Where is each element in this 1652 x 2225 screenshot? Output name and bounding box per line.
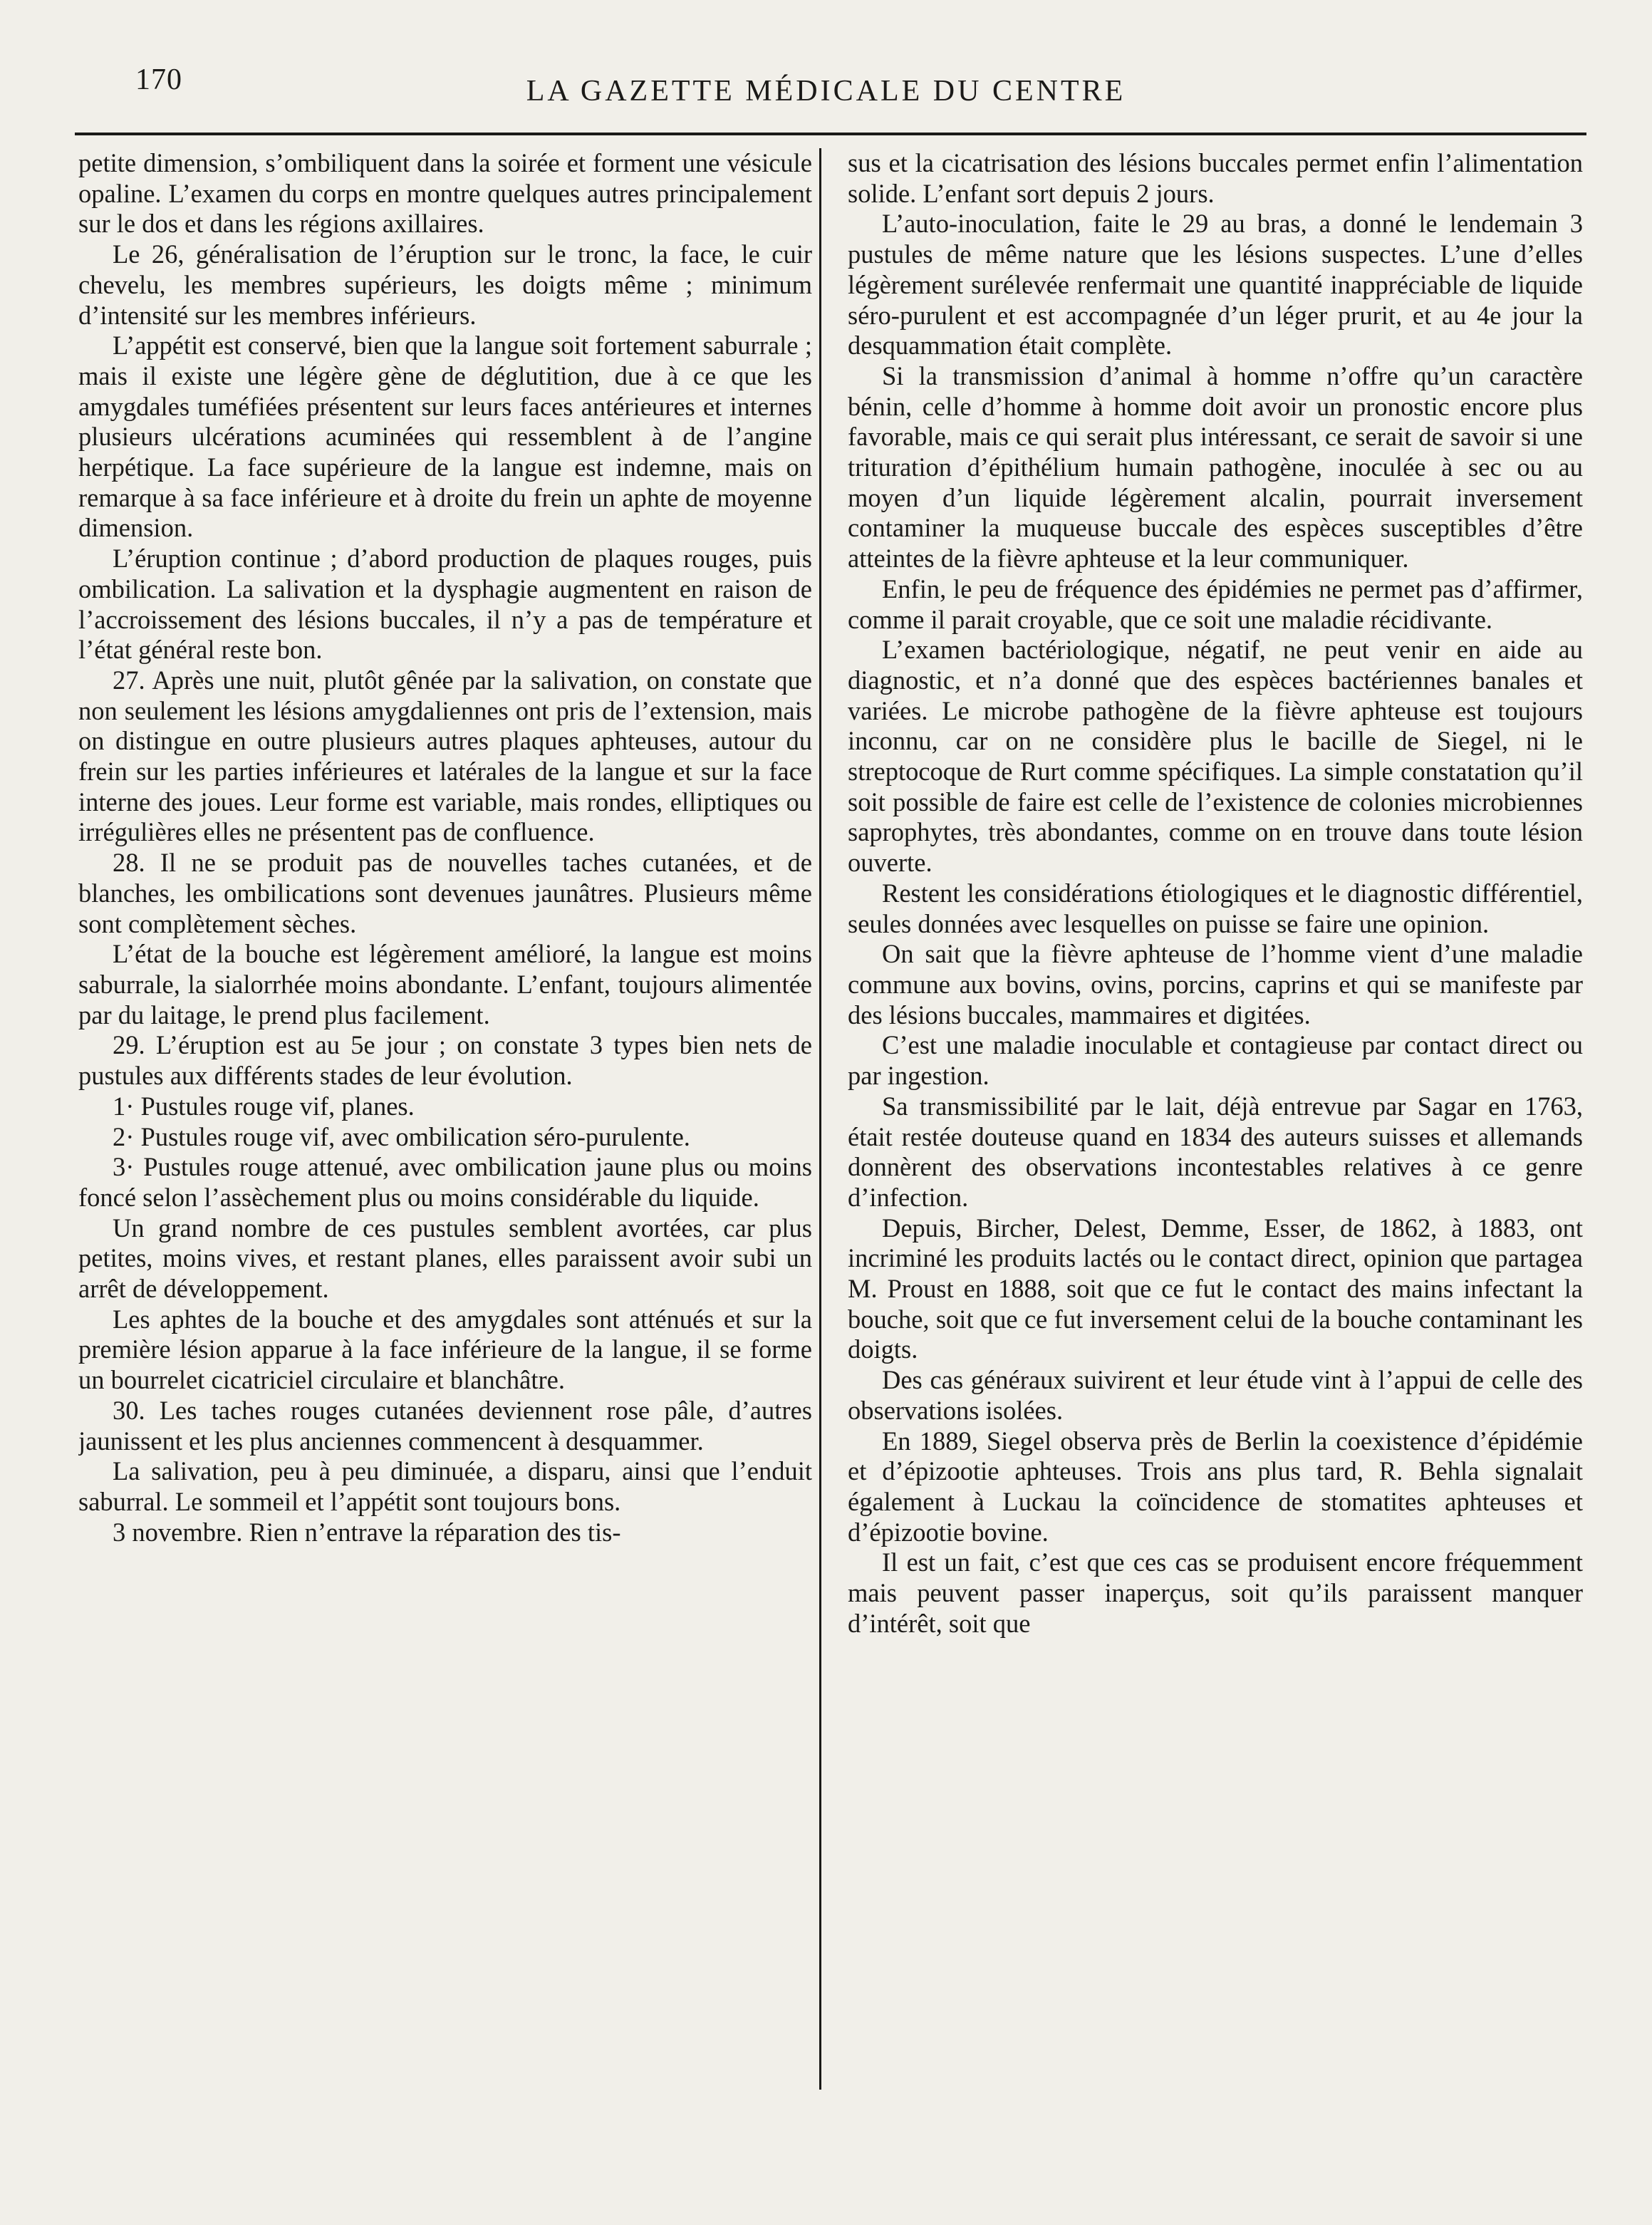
paragraph: Un grand nombre de ces pustules semblent avortées, car plus petites, moins vives, et restant planes, elles paraissent avoir subi un arrêt de développement.: [78, 1213, 812, 1304]
paragraph: 27. Après une nuit, plutôt gênée par la salivation, on constate que non seulement les lésions amygdaliennes ont pris de l’extension, mais on distingue en outre plusieurs autres plaques aphteuses, autour du frein sur les parties inférieures et latérales de la langue et sur la face interne des joues. Leur forme est variable, mais rondes, elliptiques ou irrégulières elles ne présentent pas de confluence.: [78, 665, 812, 847]
page-number: 170: [135, 63, 182, 96]
paragraph: Enfin, le peu de fréquence des épidémies ne permet pas d’affirmer, comme il parait croyable, que ce soit une maladie récidivante.: [848, 574, 1583, 634]
paragraph: Le 26, généralisation de l’éruption sur le tronc, la face, le cuir chevelu, les membres supérieurs, les doigts même ; minimum d’intensité sur les membres inférieurs.: [78, 239, 812, 330]
paragraph: L’auto-inoculation, faite le 29 au bras, a donné le lendemain 3 pustules de même nature que les lésions suspectes. L’une d’elles légèrement surélevée renfermait une quantité inappréciable de liquide séro-purulent et est accompagnée d’un léger prurit, et au 4e jour la desquammation était complète.: [848, 209, 1583, 361]
paragraph: En 1889, Siegel observa près de Berlin la coexistence d’épidémie et d’épizootie aphteuses. Trois ans plus tard, R. Behla signalait également à Luckau la coïncidence de stomatites aphteuses et d’épizootie bovine.: [848, 1426, 1583, 1547]
paragraph: L’éruption continue ; d’abord production de plaques rouges, puis ombilication. La salivation et la dysphagie augmentent en raison de l’accroissement des lésions buccales, il n’y a pas de température et l’état général reste bon.: [78, 544, 812, 665]
journal-title: LA GAZETTE MÉDICALE DU CENTRE: [526, 75, 1126, 108]
paragraph: sus et la cicatrisation des lésions buccales permet enfin l’alimentation solide. L’enfant sort depuis 2 jours.: [848, 148, 1583, 208]
list-item: 3· Pustules rouge attenué, avec ombilication jaune plus ou moins foncé selon l’assèchement plus ou moins considérable du liquide.: [78, 1152, 812, 1212]
left-column: [78, 148, 812, 2090]
right-column: [848, 148, 1583, 2090]
list-item: 1· Pustules rouge vif, planes.: [113, 1091, 415, 1121]
paragraph: 29. L’éruption est au 5e jour ; on constate 3 types bien nets de pustules aux différents stades de leur évolution.: [78, 1030, 812, 1091]
paragraph: 30. Les taches rouges cutanées deviennent rose pâle, d’autres jaunissent et les plus anciennes commencent à desquammer.: [78, 1395, 812, 1456]
list-item: 2· Pustules rouge vif, avec ombilication séro-purulente.: [113, 1121, 690, 1151]
paragraph: L’appétit est conservé, bien que la langue soit fortement saburrale ; mais il existe une légère gène de déglutition, due à ce que les amygdales tuméfiées présentent sur leurs faces antérieures et internes plusieurs ulcérations acuminées qui ressemblent à de l’angine herpétique. La face supérieure de la langue est indemne, mais on remarque à sa face inférieure et à droite du frein un aphte de moyenne dimension.: [78, 331, 812, 543]
page-header: [0, 0, 1652, 135]
paragraph: La salivation, peu à peu diminuée, a disparu, ainsi que l’enduit saburral. Le sommeil et l’appétit sont toujours bons.: [78, 1456, 812, 1516]
header-rule: [75, 133, 1586, 135]
paragraph: Restent les considérations étiologiques et le diagnostic différentiel, seules données avec lesquelles on puisse se faire une opinion.: [848, 878, 1583, 938]
paragraph: Il est un fait, c’est que ces cas se produisent encore fréquemment mais peuvent passer inaperçus, soit qu’ils paraissent manquer d’intérêt, soit que: [848, 1547, 1583, 1638]
paragraph: petite dimension, s’ombiliquent dans la soirée et forment une vésicule opaline. L’examen du corps en montre quelques autres principalement sur le dos et dans les régions axillaires.: [78, 148, 812, 239]
paragraph: On sait que la fièvre aphteuse de l’homme vient d’une maladie commune aux bovins, ovins, porcins, caprins et qui se manifeste par des lésions buccales, mammaires et digitées.: [848, 939, 1583, 1029]
paragraph: 3 novembre. Rien n’entrave la réparation des tis-: [113, 1517, 621, 1547]
paragraph: Depuis, Bircher, Delest, Demme, Esser, de 1862, à 1883, ont incriminé les produits lactés ou le contact direct, opinion que partagea M. Proust en 1888, soit que ce fut le contact des mains infectant la bouche, soit que ce fut inversement celui de la bouche contaminant les doigts.: [848, 1213, 1583, 1364]
paragraph: Les aphtes de la bouche et des amygdales sont atténués et sur la première lésion apparue à la face inférieure de la langue, il se forme un bourrelet cicatriciel circulaire et blanchâtre.: [78, 1304, 812, 1395]
paragraph: Des cas généraux suivirent et leur étude vint à l’appui de celle des observations isolées.: [848, 1365, 1583, 1425]
paragraph: L’état de la bouche est légèrement amélioré, la langue est moins saburrale, la sialorrhée moins abondante. L’enfant, toujours alimentée par du laitage, le prend plus facilement.: [78, 939, 812, 1029]
paragraph: Si la transmission d’animal à homme n’offre qu’un caractère bénin, celle d’homme à homme doit avoir un pronostic encore plus favorable, mais ce qui serait plus intéressant, ce serait de savoir si une trituration d’épithélium humain pathogène, inoculée à sec ou au moyen d’un liquide légèrement alcalin, pourrait inversement contaminer la muqueuse buccale des espèces susceptibles d’être atteintes de la fièvre aphteuse et la leur communiquer.: [848, 361, 1583, 574]
column-divider: [819, 148, 821, 2090]
paragraph: 28. Il ne se produit pas de nouvelles taches cutanées, et de blanches, les ombilications sont devenues jaunâtres. Plusieurs même sont complètement sèches.: [78, 848, 812, 938]
paragraph: Sa transmissibilité par le lait, déjà entrevue par Sagar en 1763, était restée douteuse quand en 1834 des auteurs suisses et allemands donnèrent des observations incontestables relatives à ce genre d’infection.: [848, 1091, 1583, 1212]
paragraph: L’examen bactériologique, négatif, ne peut venir en aide au diagnostic, et n’a donné que des espèces bactériennes banales et variées. Le microbe pathogène de la fièvre aphteuse est toujours inconnu, car on ne considère plus le bacille de Siegel, ni le streptocoque de Rurt comme spécifiques. La simple constatation qu’il soit possible de faire est celle de l’existence de colonies microbiennes saprophytes, très abondantes, comme on en trouve dans toute lésion ouverte.: [848, 635, 1583, 878]
paragraph: C’est une maladie inoculable et contagieuse par contact direct ou par ingestion.: [848, 1030, 1583, 1091]
